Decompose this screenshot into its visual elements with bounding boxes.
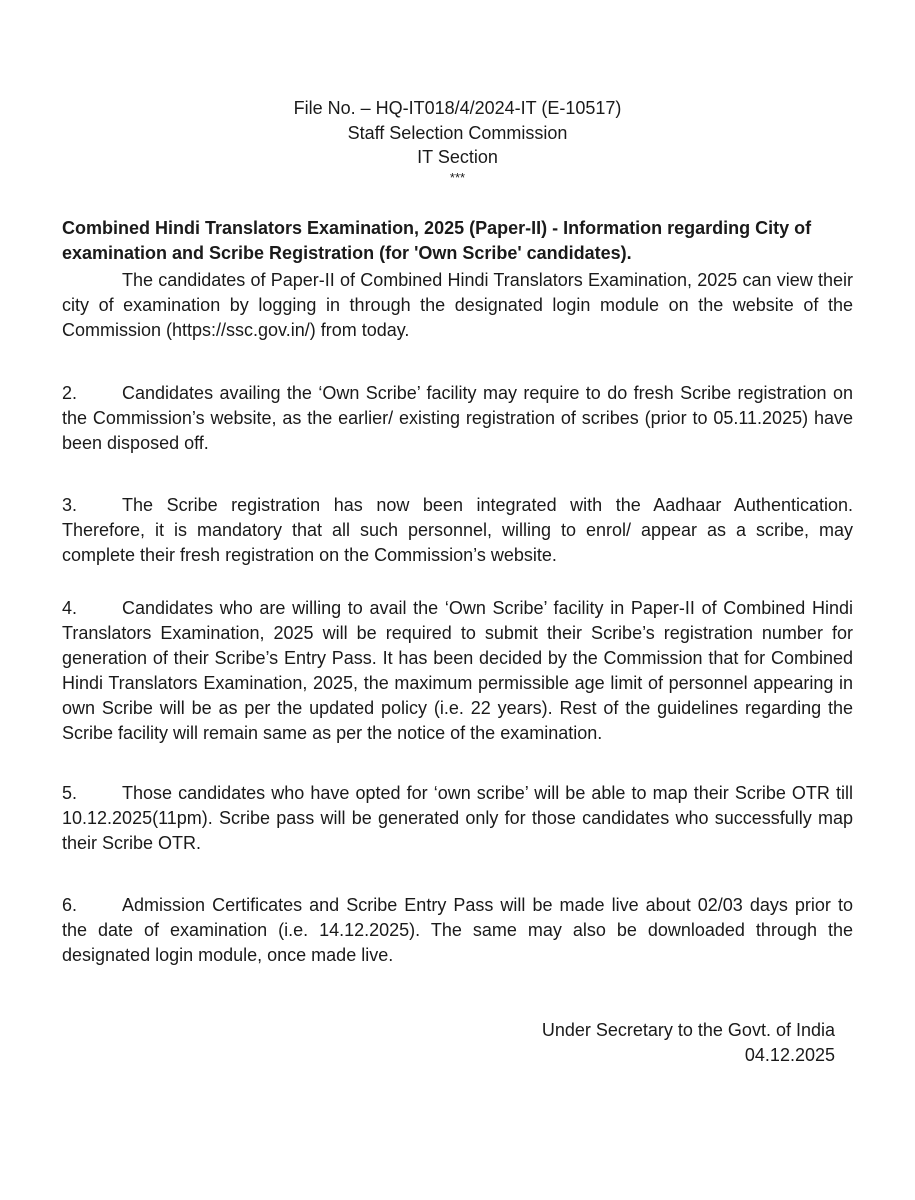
paragraph-5 xyxy=(62,781,853,856)
separator: *** xyxy=(449,169,466,185)
paragraph-number: 5. xyxy=(62,783,78,803)
paragraph-text: The Scribe registration has now been integrated with the Aadhaar Authentication. Therefore, it is mandatory that all such personnel, willing to enrol/ appear as a scribe, may complete their fresh registration on the Commission’s website. xyxy=(62,495,853,565)
file-number: File No. – HQ-IT018/4/2024-IT (E-10517) xyxy=(293,98,622,118)
paragraph-number: 3. xyxy=(62,495,78,515)
signature-block xyxy=(542,1018,835,1068)
notice-title: Combined Hindi Translators Examination, 2025 (Paper-II) - Information regarding City of examination and Scribe Registration (for 'Own Scribe' candidates). xyxy=(62,218,812,263)
paragraph-4 xyxy=(62,596,853,746)
paragraph-text: Candidates who are willing to avail the ‘Own Scribe’ facility in Paper-II of Combined Hindi Translators Examination, 2025 will be required to submit their Scribe’s registration number for generation of their Scribe’s Entry Pass. It has been decided by the Commission that for Combined Hindi Translators Examination, 2025, the maximum permissible age limit of personnel appearing in own Scribe will be as per the updated policy (i.e. 22 years). Rest of the guidelines regarding the Scribe facility will remain same as per the notice of the examination. xyxy=(62,598,853,743)
paragraph-text: The candidates of Paper-II of Combined Hindi Translators Examination, 2025 can view their city of examination by logging in through the designated login module on the website of the Commission (https://ssc.gov.in/) from today. xyxy=(62,270,853,340)
paragraph-text: Those candidates who have opted for ‘own scribe’ will be able to map their Scribe OTR till 10.12.2025(11pm). Scribe pass will be generated only for those candidates who successfully map their Scribe OTR. xyxy=(62,783,853,853)
section-name: IT Section xyxy=(417,147,498,167)
signature-date: 04.12.2025 xyxy=(744,1045,835,1065)
paragraph-number: 6. xyxy=(62,895,78,915)
paragraph-text: Candidates availing the ‘Own Scribe’ facility may require to do fresh Scribe registration on the Commission’s website, as the earlier/ existing registration of scribes (prior to 05.11.2025) have been disposed off. xyxy=(62,383,853,453)
paragraph-text: Admission Certificates and Scribe Entry Pass will be made live about 02/03 days prior to the date of examination (i.e. 14.12.2025). The same may also be downloaded through the designated login module, once made live. xyxy=(62,895,853,965)
paragraph-number: 4. xyxy=(62,598,78,618)
paragraph-3 xyxy=(62,493,853,568)
organization-name: Staff Selection Commission xyxy=(347,122,568,143)
paragraph-1 xyxy=(62,268,853,343)
paragraph-2 xyxy=(62,381,853,456)
paragraph-6 xyxy=(62,893,853,968)
paragraph-number: 2. xyxy=(62,383,78,403)
document-header xyxy=(0,96,915,186)
signatory-designation: Under Secretary to the Govt. of India xyxy=(541,1020,835,1040)
